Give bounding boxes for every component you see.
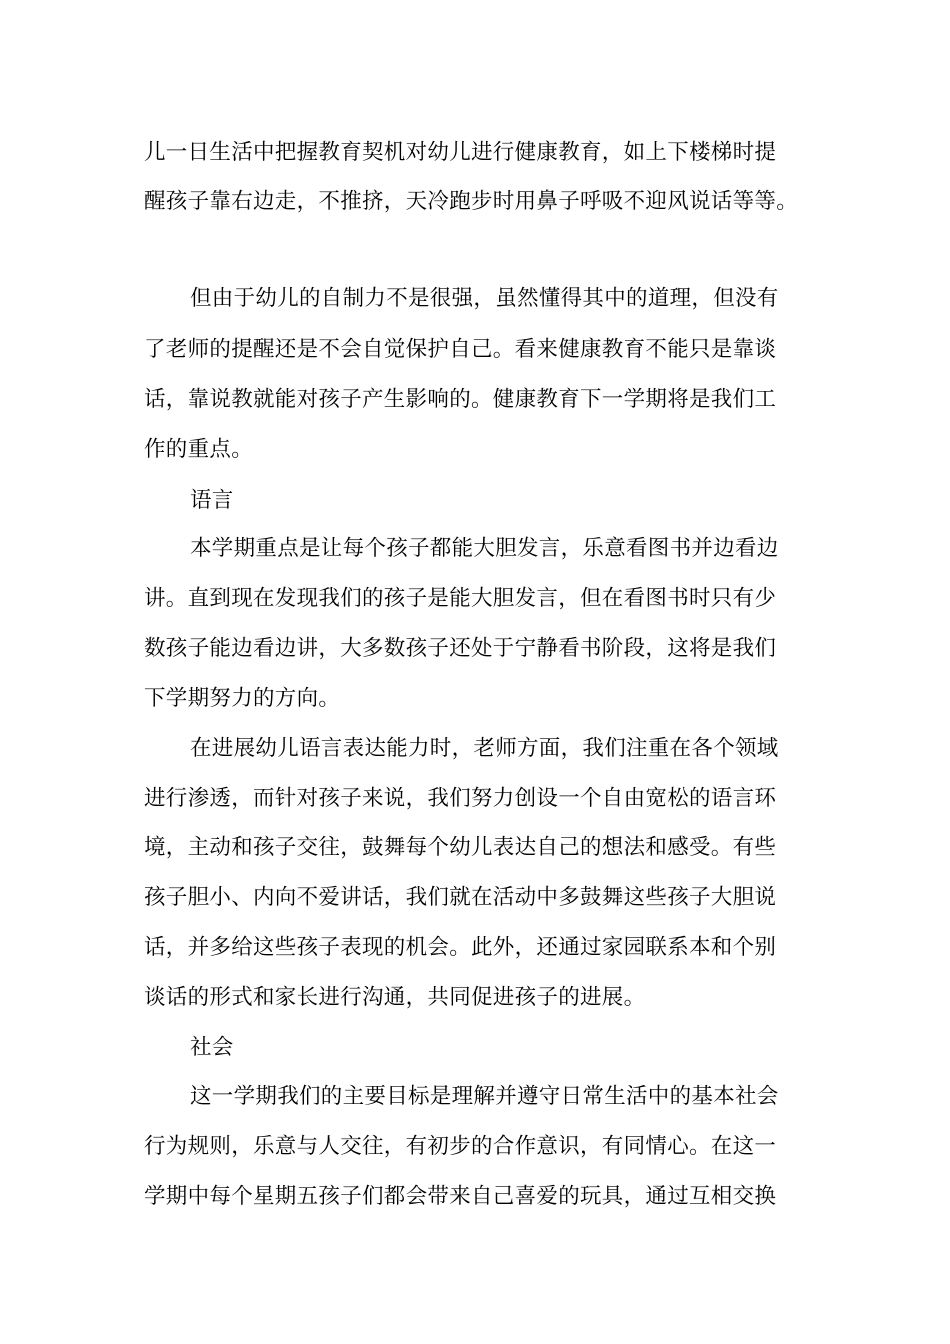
text-line: 话，靠说教就能对孩子产生影响的。健康教育下一学期将是我们工 [144, 387, 777, 412]
text-line: 讲。直到现在发现我们的孩子是能大胆发言，但在看图书时只有少 [144, 586, 777, 611]
text-line: 在进展幼儿语言表达能力时，老师方面，我们注重在各个领域 [190, 736, 779, 761]
text-line: 进行渗透，而针对孩子来说，我们努力创设一个自由宽松的语言环 [144, 786, 777, 811]
text-line: 学期中每个星期五孩子们都会带来自己喜爱的玩具，通过互相交换 [144, 1184, 777, 1209]
text-line: 谈话的形式和家长进行沟通，共同促进孩子的进展。 [144, 985, 646, 1010]
section-heading-social: 社会 [190, 1035, 234, 1060]
text-line: 数孩子能边看边讲，大多数孩子还处于宁静看书阶段，这将是我们 [144, 636, 777, 661]
text-line: 但由于幼儿的自制力不是很强，虽然懂得其中的道理，但没有 [190, 286, 779, 311]
text-line: 下学期努力的方向。 [144, 686, 341, 711]
text-line: 行为规则，乐意与人交往，有初步的合作意识，有同情心。在这一 [144, 1134, 777, 1159]
text-line: 了老师的提醒还是不会自觉保护自己。看来健康教育不能只是靠谈 [144, 337, 777, 362]
text-line: 孩子胆小、内向不爱讲话，我们就在活动中多鼓舞这些孩子大胆说 [144, 885, 777, 910]
text-line: 这一学期我们的主要目标是理解并遵守日常生活中的基本社会 [190, 1084, 779, 1109]
text-line: 话，并多给这些孩子表现的机会。此外，还通过家园联系本和个别 [144, 935, 777, 960]
text-line: 境，主动和孩子交往，鼓舞每个幼儿表达自己的想法和感受。有些 [144, 835, 777, 860]
text-line: 本学期重点是让每个孩子都能大胆发言，乐意看图书并边看边 [190, 536, 779, 561]
section-heading-language: 语言 [190, 488, 234, 513]
text-line: 醒孩子靠右边走，不推挤，天冷跑步时用鼻子呼吸不迎风说话等等。 [144, 189, 799, 214]
text-line: 儿一日生活中把握教育契机对幼儿进行健康教育，如上下楼梯时提 [144, 140, 777, 165]
text-line: 作的重点。 [144, 437, 254, 462]
